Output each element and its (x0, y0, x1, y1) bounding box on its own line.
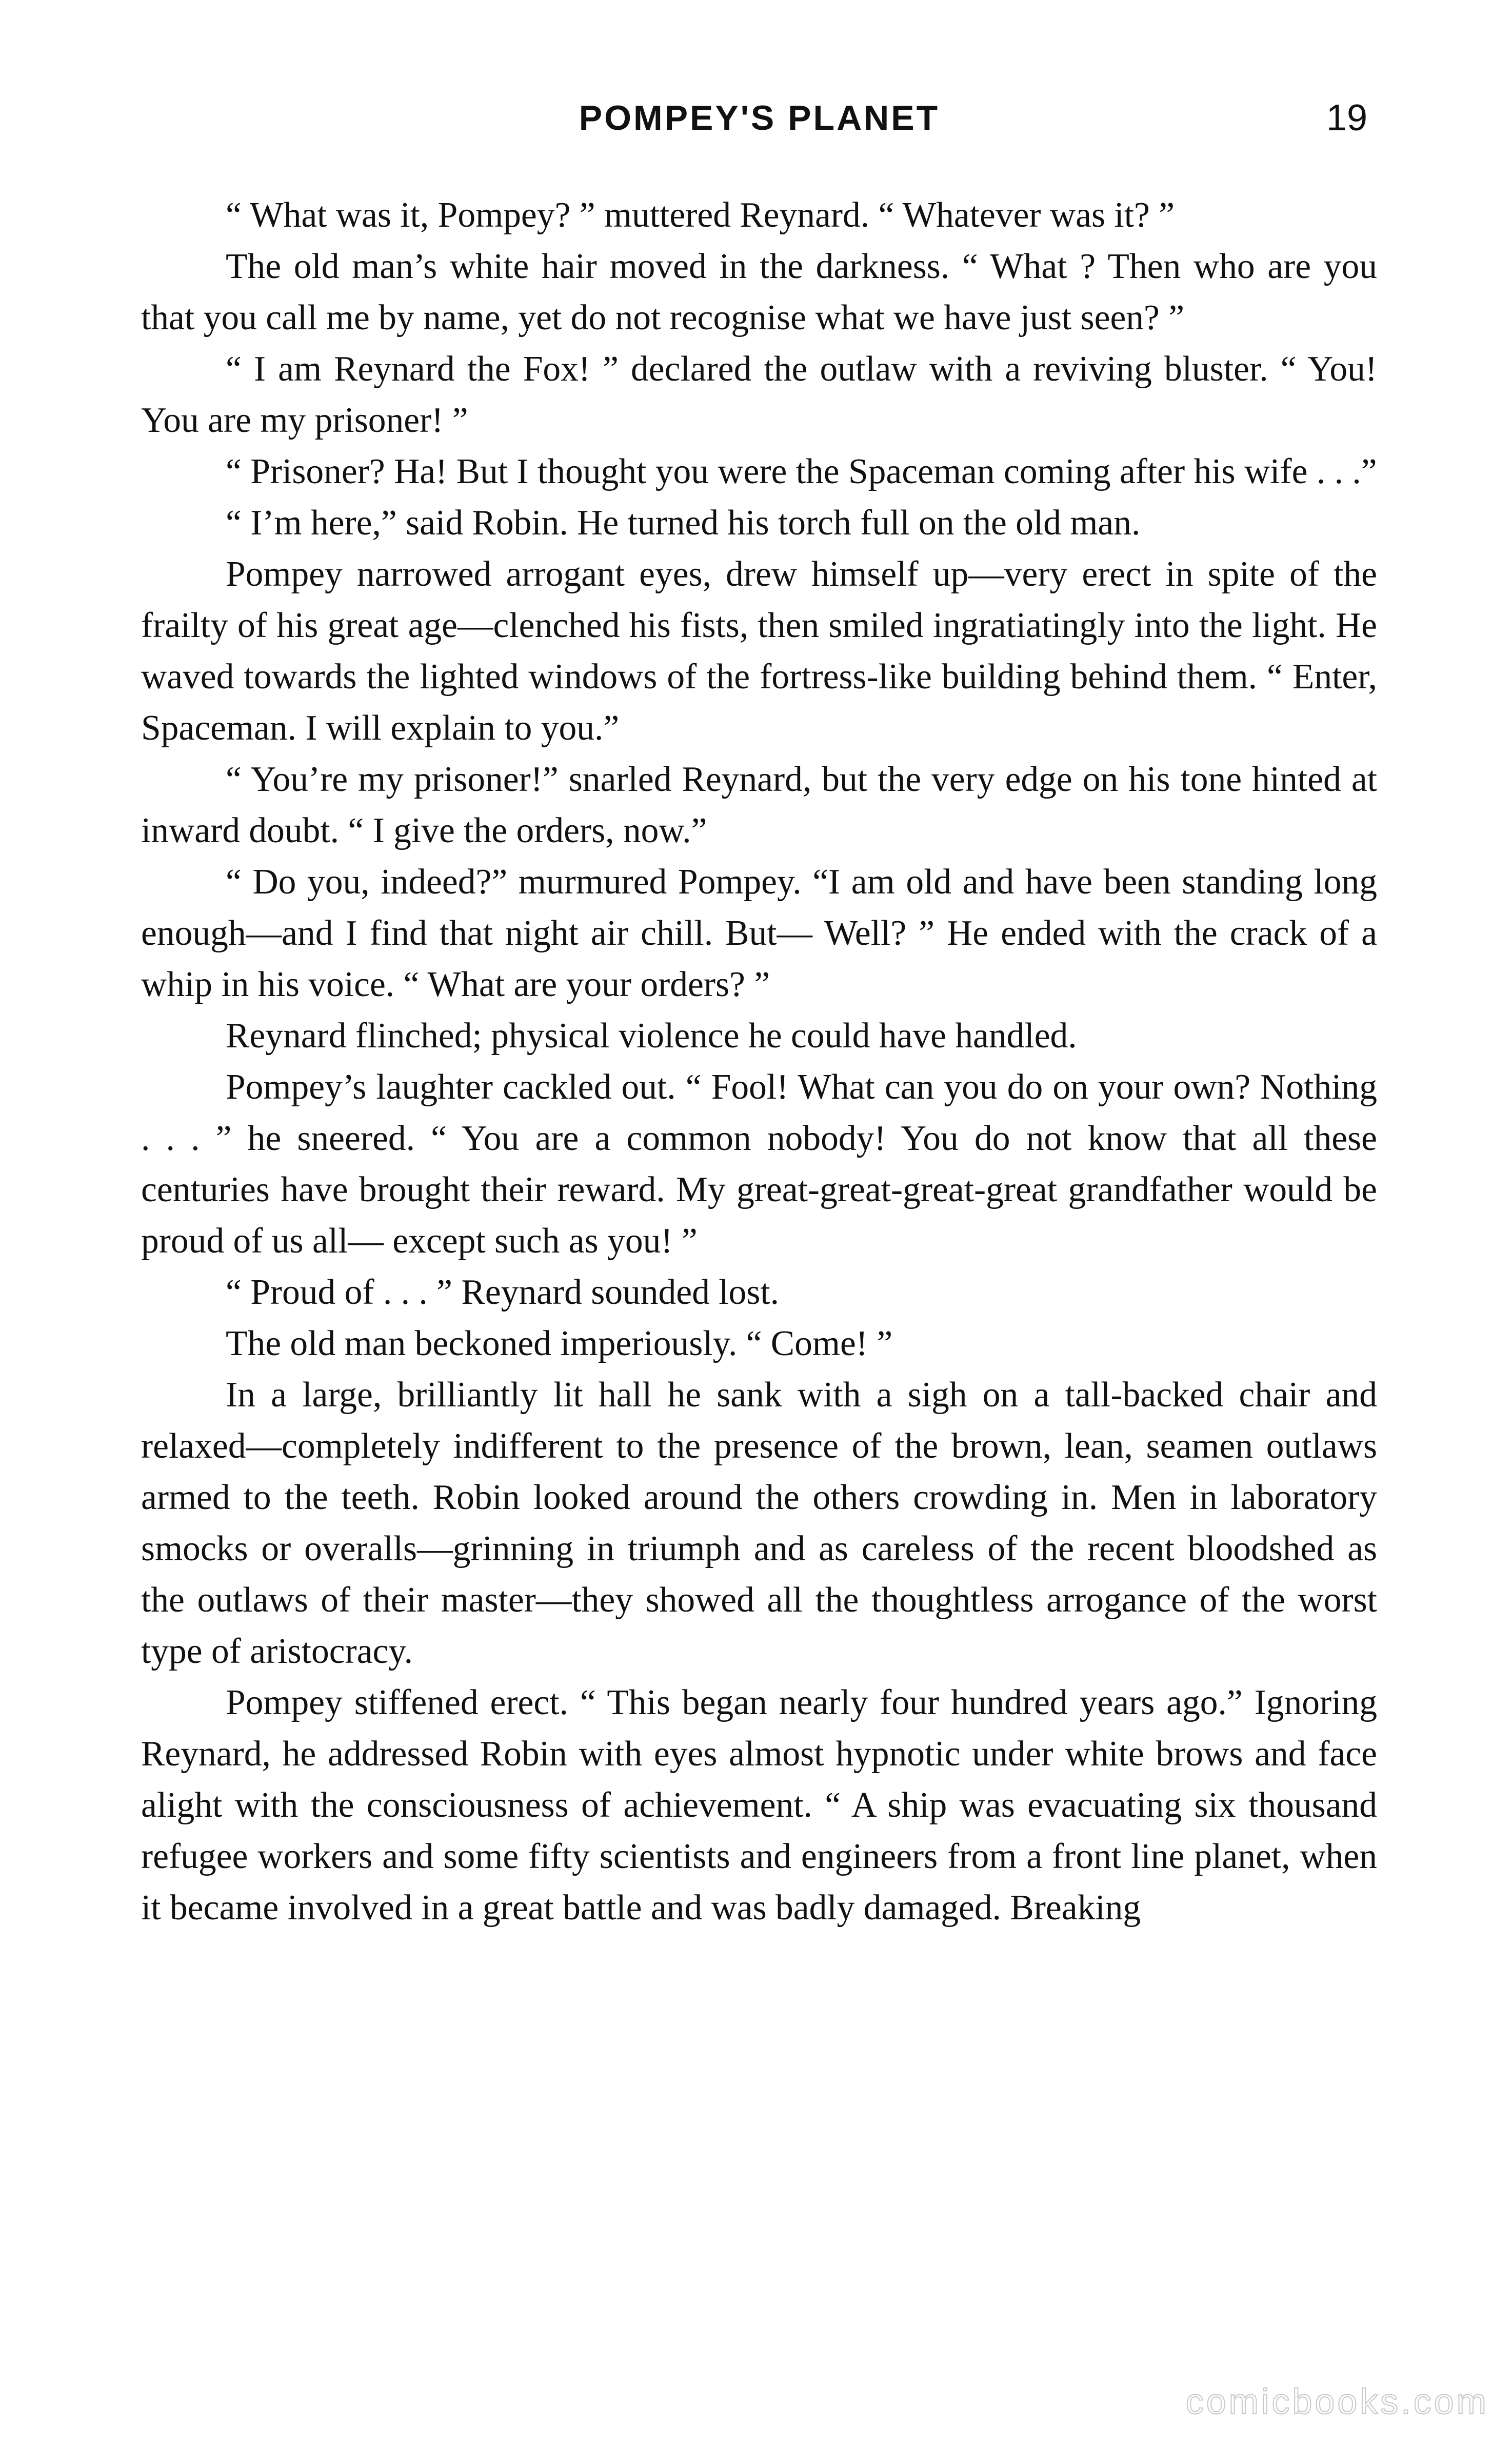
paragraph: “ Do you, indeed?” murmured Pompey. “I am old and have been standing long enough—and I find that night air chill. But— Well? ” He ended with the crack of a whip in his voice. “ What are your orders? ” (141, 862, 1377, 1004)
running-title: POMPEY'S PLANET (579, 98, 940, 137)
paragraph: In a large, brilliantly lit hall he sank with a sigh on a tall-backed chair and relaxed—completely indifferent to the presence of the brown, lean, seamen outlaws armed to the teeth. Robin looked around the others crowding in. Men in laboratory smocks or overalls—grinning in triumph and as careless of the recent bloodshed as the outlaws of their master—they showed all the thoughtless arrogance of the worst type of aristocracy. (141, 1375, 1377, 1671)
paragraph: “ You’re my prisoner!” snarled Reynard, but the very edge on his tone hinted at inward doubt. “ I give the orders, now.” (141, 760, 1377, 850)
paragraph: Pompey’s laughter cackled out. “ Fool! What can you do on your own? Nothing . . . ” he sneered. “ You are a common nobody! You do not know that all these centuries have brought their reward. My great-great-great-great grandfather would be proud of us all— except such as you! ” (141, 1067, 1377, 1261)
body-text (141, 190, 1377, 1934)
paragraph: “ Prisoner? Ha! But I thought you were the Spaceman coming after his wife . . .” (226, 452, 1377, 491)
paragraph: The old man beckoned imperiously. “ Come! ” (226, 1324, 893, 1363)
page-number: 19 (1326, 97, 1367, 138)
paragraph: “ What was it, Pompey? ” muttered Reynard. “ Whatever was it? ” (226, 195, 1175, 235)
paragraph: Pompey narrowed arrogant eyes, drew himself up—very erect in spite of the frailty of his great age—clenched his fists, then smiled ingratiatingly into the light. He waved towards the lighted windows of the fortress-like building behind them. “ Enter, Spaceman. I will explain to you.” (141, 554, 1377, 748)
running-header (141, 92, 1378, 144)
paragraph: “ I am Reynard the Fox! ” declared the outlaw with a reviving bluster. “ You! You are my prisoner! ” (141, 349, 1377, 440)
watermark: comicbooks.com (1185, 2381, 1489, 2421)
paragraph: “ Proud of . . . ” Reynard sounded lost. (226, 1273, 780, 1312)
paragraph: The old man’s white hair moved in the darkness. “ What ? Then who are you that you call me by name, yet do not recognise what we have just seen? ” (141, 247, 1377, 337)
paragraph: Pompey stiffened erect. “ This began nearly four hundred years ago.” Ignoring Reynard, he addressed Robin with eyes almost hypnotic under white brows and face alight with the consciousness of achievement. “ A ship was evacuating six thousand refugee workers and some fifty scientists and engineers from a front line planet, when it became involved in a great battle and was badly damaged. Breaking (141, 1683, 1377, 1928)
paragraph: Reynard flinched; physical violence he could have handled. (226, 1016, 1077, 1056)
paragraph: “ I’m here,” said Robin. He turned his torch full on the old man. (226, 503, 1141, 543)
